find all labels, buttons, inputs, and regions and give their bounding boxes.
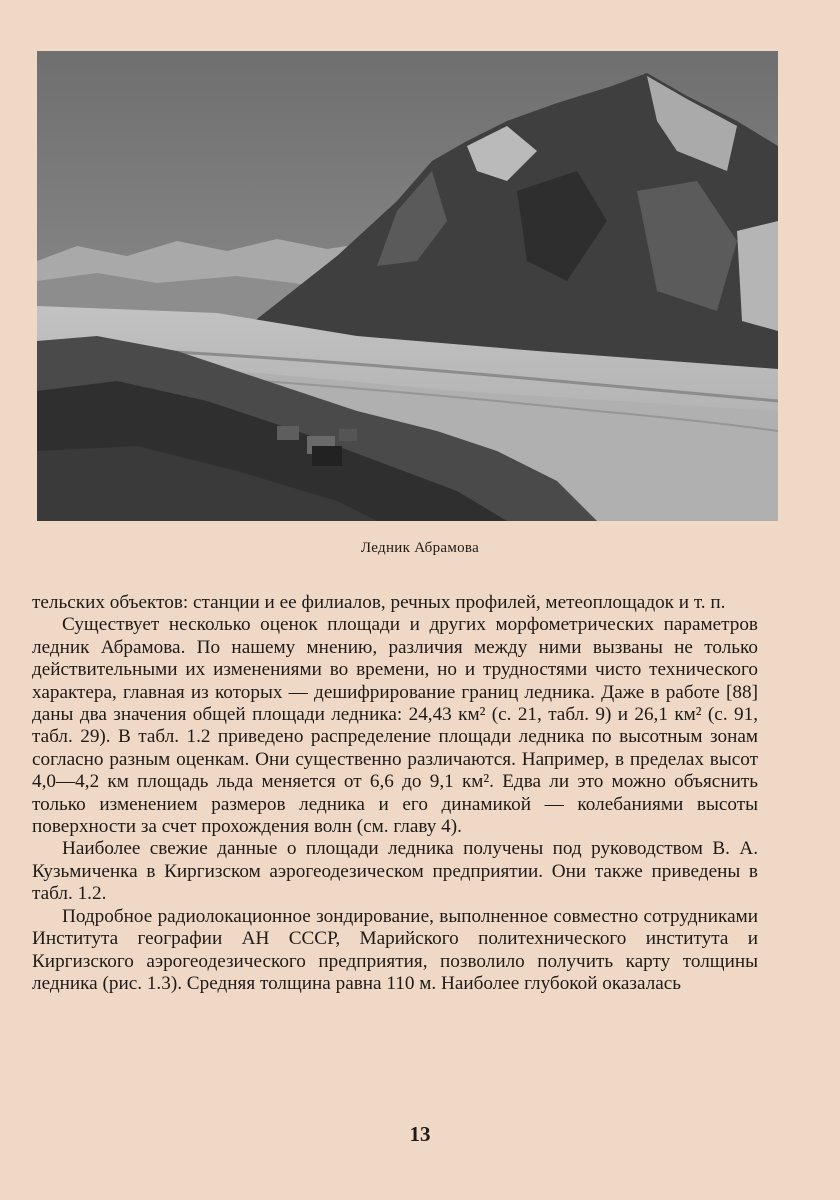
page-number: 13 xyxy=(409,1122,431,1146)
paragraph: Подробное радиолокационное зондирование, выполненное совместно сотрудниками Института географии АН СССР, Марийского политехнического института и Киргизского аэрогеодезического предприятия, позволило получить карту толщины ледника (рис. 1.3). Средняя толщина равна 110 м. Наиболее глубокой оказалась xyxy=(32,905,758,994)
glacier-photo xyxy=(37,51,778,521)
body-text xyxy=(32,592,758,995)
mountain-glacier-photo-icon xyxy=(37,51,778,521)
paragraph: Существует несколько оценок площади и других морфометрических параметров ледник Абрамова. По нашему мнению, различия между ними вызваны не только действительными их изменениями во времени, но и трудностями чисто технического характера, главная из которых — дешифрирование границ ледника. Даже в работе [88] даны два значения общей площади ледника: 24,43 км² (с. 21, табл. 9) и 26,1 км² (с. 91, табл. 29). В табл. 1.2 приведено распределение площади ледника по высотным зонам согласно разным оценкам. Они существенно различаются. Например, в пределах высот 4,0—4,2 км площадь льда меняется от 6,6 до 9,1 км². Едва ли это можно объяснить только изменением размеров ледника и его динамикой — колебаниями высоты поверхности за счет прохождения волн (см. главу 4). xyxy=(32,614,758,838)
figure-caption: Ледник Абрамова xyxy=(360,540,480,556)
paragraph: Наиболее свежие данные о площади ледника получены под руководством В. А. Кузьмиченка в Киргизском аэрогеодезическом предприятии. Они также приведены в табл. 1.2. xyxy=(32,838,758,905)
paragraph: тельских объектов: станции и ее филиалов, речных профилей, метеоплощадок и т. п. xyxy=(32,592,726,613)
